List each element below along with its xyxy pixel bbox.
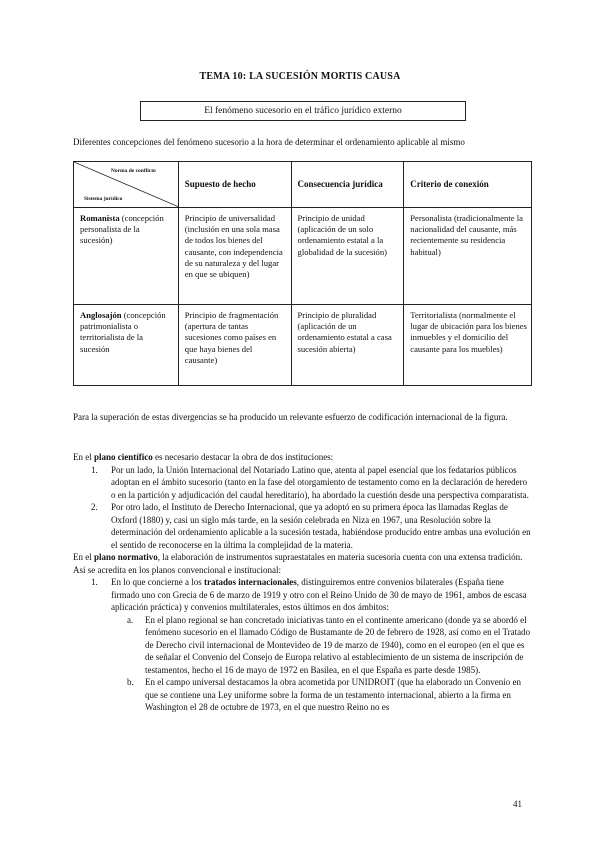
list-item: 1. Por un lado, la Unión Internacional del Notariado Latino que, atenta al papel esencial que los fedatarios públicos adoptan en el ámbito sucesorio (tanto en la fase del otorgamiento de testamento como en la declaración de heredero o en la partición y adjudicación del caudal hereditario), ha abordado la cuestión desde una perspectiva comparatista. (91, 464, 529, 500)
table-header-cell: Supuesto de hecho (178, 162, 291, 208)
table-cell: Personalista (tradicionalmente la nacionalidad del causante, más recientemente su residencia habitual) (404, 208, 532, 305)
table-cell-system (74, 305, 179, 386)
paragraph-scientific: En el plano científico es necesario destacar la obra de dos instituciones: (73, 452, 334, 462)
table-cell-system (74, 208, 179, 305)
table-cell: Principio de unidad (aplicación de un solo ordenamiento estatal a la globalidad de la sucesión) (291, 208, 404, 305)
normative-list (73, 576, 533, 714)
system-name: Anglosajón (80, 310, 122, 320)
system-description: (concepción personalista de la sucesión) (80, 213, 164, 246)
table-row (74, 305, 532, 386)
list-item: 1. En lo que concierne a los tratados internacionales, distinguiremos entre convenios bilaterales (España tiene firmado uno con Grecia de 6 de marzo de 1919 y otro con el Reino Unido de 30 de mayo de 1961, ambos de escasa aplicación práctica) y convenios multilaterales, estos últimos en dos ámbitos: a. En el plano regional se han concretado iniciativas tanto en el continente americano (donde ya se abordó el fenómeno sucesorio en el llamado Código de Bustamante de 20 de febrero de 1928, así como en el Tratado de Derecho civil internacional de Montevideo de 19 de marzo de 1940), como en el europeo (en el que es de señalar el Convenio del Consejo de Europa relativo al establecimiento de un sistema de inscripción de testamentos, hecho el 16 de mayo de 1972 en Basilea, en el que España es parte desde 1985). b. En el campo universal destacamos la obra acometida por UNIDROIT (que ha elaborado un Convenio en que se contiene una Ley uniforme sobre la forma de un testamento internacional, abierto a la firma en Washington el 28 de octubre de 1973, en el que nuestro Reino no es (73, 576, 533, 714)
table-header-row (74, 162, 532, 208)
treaties-sublist (111, 614, 533, 714)
paragraph-codification: Para la superación de estas divergencias se ha producido un relevante esfuerzo de codificación internacional de la figura. (73, 412, 508, 422)
list-item: 2. Por otro lado, el Instituto de Derecho Internacional, que ya adoptó en su primera época las llamadas Reglas de Oxford (1880) y, casi un siglo más tarde, en la sesión celebrada en Niza en 1967, una Resolución sobre la determinación del ordenamiento aplicable a la sucesión testada, habiéndose producido entre ambas una evolución en el sentido de reconocerse en la última la complejidad de la materia. (91, 502, 531, 550)
page-number: 41 (513, 799, 522, 809)
scientific-plane-term: plano científico (94, 452, 153, 462)
corner-label-sistema: Sistema jurídico (84, 196, 123, 202)
treaties-term: tratados internacionales (203, 577, 297, 587)
section-box-title: El fenómeno sucesorio en el tráfico jurídico externo (140, 101, 466, 121)
page-title: TEMA 10: LA SUCESIÓN MORTIS CAUSA (199, 71, 401, 82)
sublist-item: b. En el campo universal destacamos la obra acometida por UNIDROIT (que ha elaborado un Convenio en que se contiene una Ley uniforme sobre la forma de un testamento internacional, abierto a la firma en Washington el 28 de octubre de 1973, en el que nuestro Reino no es (127, 677, 521, 712)
table-cell: Principio de fragmentación (apertura de tantas sucesiones como países en que haya bienes del causante) (178, 305, 291, 386)
table-row (74, 208, 532, 305)
system-name: Romanista (80, 213, 120, 223)
concepts-table (73, 161, 532, 386)
table-header-cell: Criterio de conexión (404, 162, 532, 208)
table-corner-cell (74, 162, 179, 208)
table-cell: Principio de universalidad (inclusión en una sola masa de todos los bienes del causante, con independencia de su naturaleza y del lugar en que se ubiquen) (178, 208, 291, 305)
system-description: (concepción patrimonialista o territorialista de la sucesión (80, 310, 166, 354)
table-header-cell: Consecuencia jurídica (291, 162, 404, 208)
intro-text: Diferentes concepciones del fenómeno sucesorio a la hora de determinar el ordenamiento aplicable al mismo (73, 137, 465, 147)
planes-section (73, 451, 533, 714)
paragraph-normative: En el plano normativo, la elaboración de instrumentos supraestatales en materia sucesoria cuenta con una extensa tradición. Así se acredita en los planos convencional e institucional: (73, 552, 523, 575)
corner-label-norma: Norma de conflicto (110, 168, 156, 174)
scientific-list (73, 464, 533, 552)
normative-plane-term: plano normativo (94, 552, 158, 562)
table-cell: Principio de pluralidad (aplicación de un ordenamiento estatal a casa sucesión abierta) (291, 305, 404, 386)
sublist-item: a. En el plano regional se han concretado iniciativas tanto en el continente americano (donde ya se abordó el fenómeno sucesorio en el llamado Código de Bustamante de 20 de febrero de 1928, así como en el Tratado de Derecho civil internacional de Montevideo de 19 de marzo de 1940), como en el europeo (en el que es de señalar el Convenio del Consejo de Europa relativo al establecimiento de un sistema de inscripción de testamentos, hecho el 16 de mayo de 1972 en Basilea, en el que España es parte desde 1985). (127, 614, 531, 675)
table-cell: Territorialista (normalmente el lugar de ubicación para los bienes inmuebles y el domicilio del causante para los muebles) (404, 305, 532, 386)
